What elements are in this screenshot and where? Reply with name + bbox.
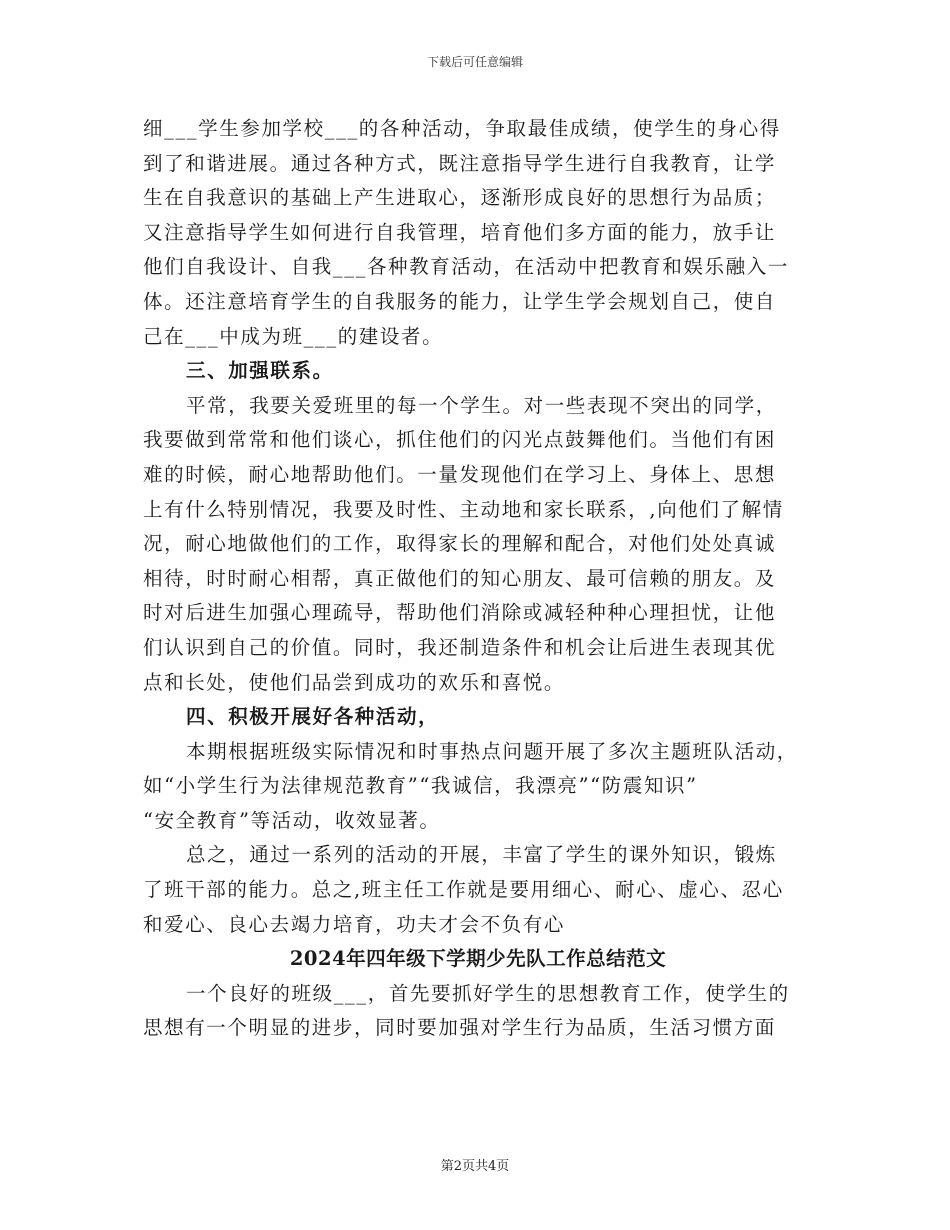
paragraph-line: 和爱心、良心去竭力培育，功夫才会不负有心 [143, 912, 566, 936]
paragraph-line: 到了和谐进展。通过各种方式，既注意指导学生进行自我教育，让学 [143, 151, 777, 175]
paragraph-line: 本期根据班级实际情况和时事热点问题开展了多次主题班队活动， [186, 739, 798, 763]
paragraph-line: 们认识到自己的价值。同时，我还制造条件和机会让后进生表现其优 [143, 635, 777, 659]
document-title: 2024年四年级下学期少先队工作总结范文 [289, 947, 667, 971]
paragraph-line: 平常，我要关爱班里的每一个学生。对一些表现不突出的同学， [186, 393, 777, 417]
document-body [143, 112, 813, 1046]
paragraph-line: 相待，时时耐心相帮，真正做他们的知心朋友、最可信赖的朋友。及 [143, 566, 777, 590]
paragraph-line: 点和长处，使他们品尝到成功的欢乐和喜悦。 [143, 670, 566, 694]
section-heading: 四、积极开展好各种活动， [186, 705, 440, 729]
paragraph-line: 思想有一个明显的进步，同时要加强对学生行为品质，生活习惯方面 [143, 1016, 777, 1040]
paragraph-line: 况，耐心地做他们的工作，取得家长的理解和配合，对他们处处真诚 [143, 532, 777, 556]
paragraph-line: 总之，通过一系列的活动的开展，丰富了学生的课外知识，锻炼 [186, 843, 777, 867]
page-number-footer: 第2页共4页 [440, 1159, 510, 1174]
paragraph-line: 上有什么特别情况，我要及时性、主动地和家长联系，,向他们了解情 [143, 497, 784, 521]
paragraph-line: 己在___中成为班___的建设者。 [143, 324, 444, 348]
paragraph-line: 体。还注意培育学生的自我服务的能力，让学生学会规划自己，使自 [143, 289, 777, 313]
paragraph-line: 了班干部的能力。总之,班主任工作就是要用细心、耐心、虚心、忍心 [143, 878, 784, 902]
paragraph-line: 我要做到常常和他们谈心，抓住他们的闪光点鼓舞他们。当他们有困 [143, 428, 777, 452]
paragraph-line: 他们自我设计、自我___各种教育活动，在活动中把教育和娱乐融入一 [143, 255, 789, 279]
paragraph-line: “安全教育”等活动，收效显著。 [143, 808, 441, 832]
section-heading: 三、加强联系。 [186, 359, 334, 383]
paragraph-line: 生在自我意识的基础上产生进取心，逐渐形成良好的思想行为品质； [143, 186, 777, 210]
paragraph-line: 细___学生参加学校___的各种活动，争取最佳成绩，使学生的身心得 [143, 117, 781, 140]
paragraph-line: 时对后进生加强心理疏导，帮助他们消除或减轻种种心理担忧，让他 [143, 601, 777, 625]
paragraph-line: 又注意指导学生如何进行自我管理，培育他们多方面的能力，放手让 [143, 220, 777, 244]
paragraph-line: 一个良好的班级___，首先要抓好学生的思想教育工作，使学生的 [186, 981, 790, 1005]
page-header-note: 下载后可任意编辑 [426, 55, 523, 69]
paragraph-line: 难的时候，耐心地帮助他们。一量发现他们在学习上、身体上、思想 [143, 462, 777, 486]
paragraph-line: 如“小学生行为法律规范教育”“我诚信，我漂亮”“防震知识” [143, 774, 698, 798]
